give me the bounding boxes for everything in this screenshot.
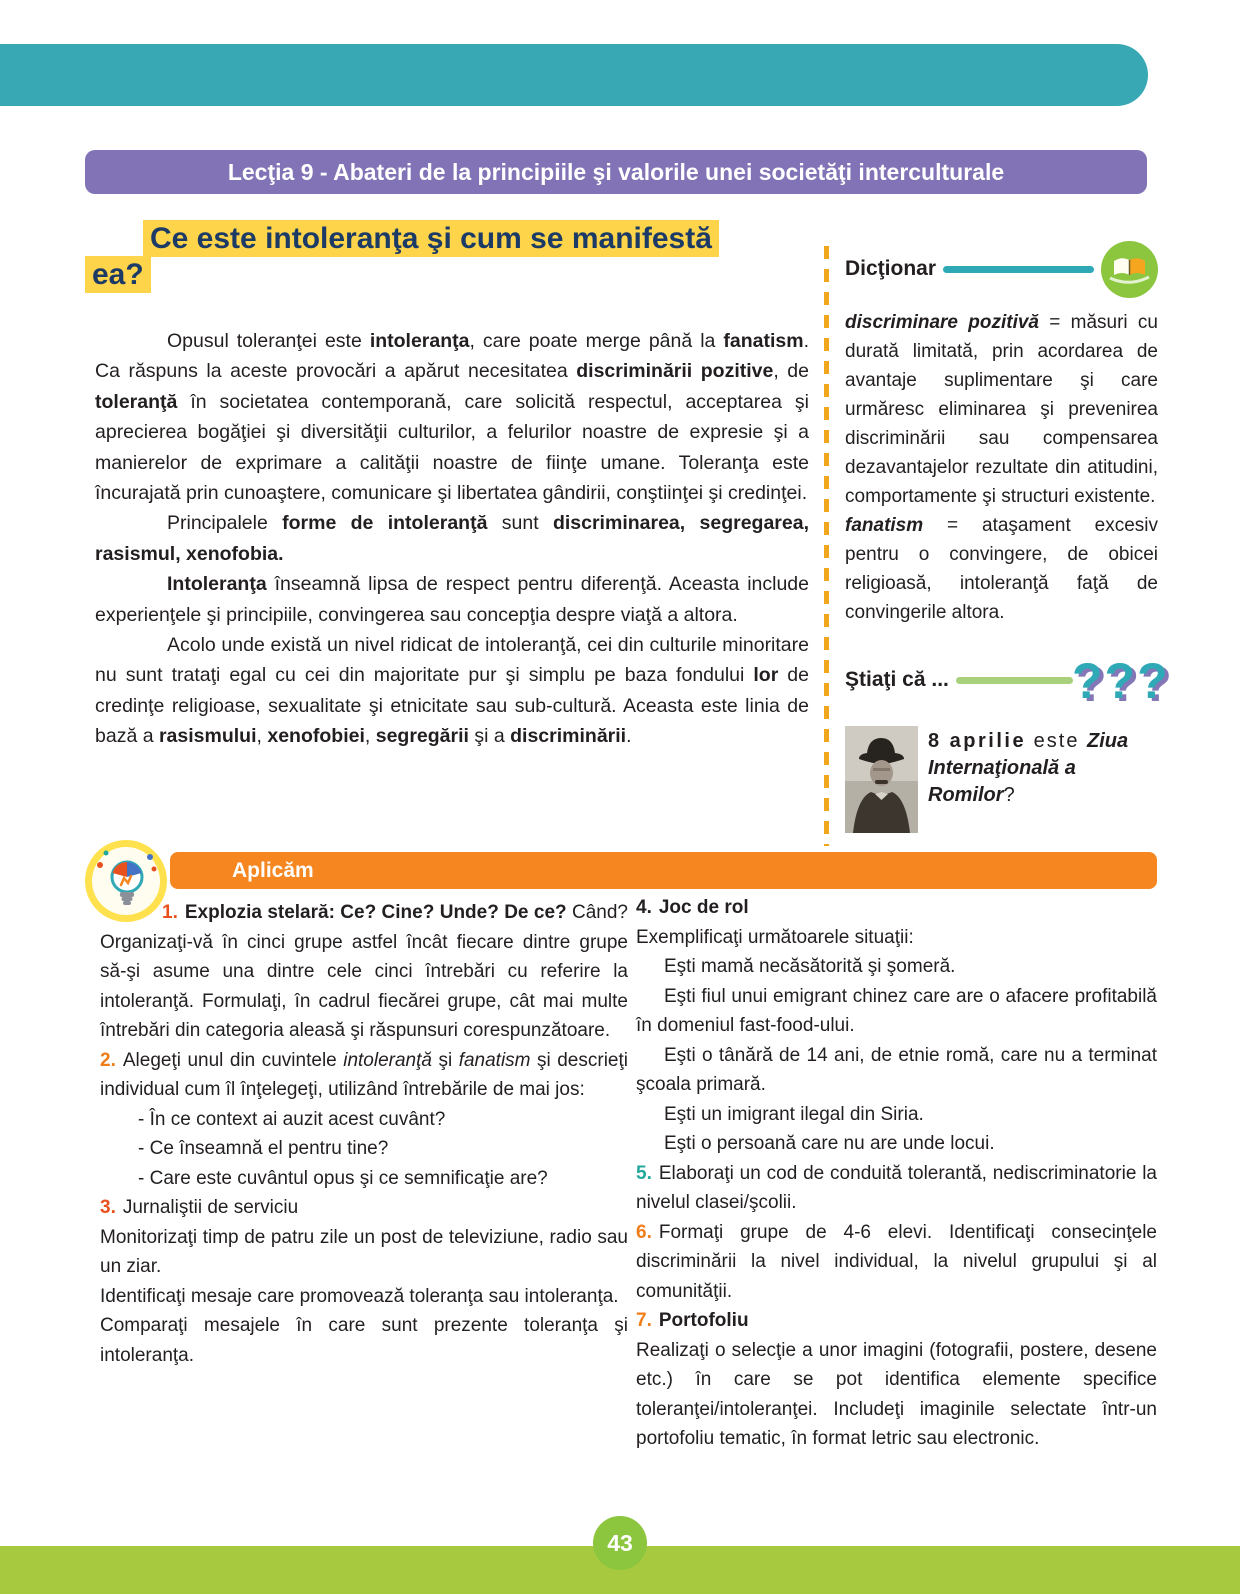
situation-line: Eşti o persoană care nu are unde locui. [664, 1133, 995, 1154]
exercise-item-7 [636, 1306, 1157, 1336]
exercise-label: Joc de rol [658, 897, 749, 918]
dictionary-entry: discriminare pozitivă = măsuri cu durată limitată, prin acordarea de avantaje suplimentare şi care urmăresc eliminarea şi prevenirea discriminării sau compensarea dezavantajelor rezultate din atitudini, comportamente şi structuri existente. [845, 312, 1158, 507]
dictionary-rule [943, 266, 1094, 273]
heading-line-1: Ce este intoleranţa şi cum se manifestă [143, 222, 845, 256]
situation-line: Eşti un imigrant ilegal din Siria. [664, 1103, 924, 1125]
exercise-line: Identificaţi mesaje care promovează toleranţa sau intoleranţa. [100, 1285, 619, 1307]
exercise-label: Portofoliu [658, 1310, 749, 1331]
exercise-text: Formaţi grupe de 4-6 elevi. Identificaţi consecinţele discriminării la nivel individual, la nivelul grupului şi al comunităţii. [636, 1221, 1157, 1302]
exercise-item-6 [636, 1218, 1157, 1307]
top-teal-bar [0, 44, 1148, 106]
did-you-know-rule [956, 677, 1073, 684]
dictionary-title: Dicţionar [845, 257, 937, 280]
exercise-number: 2. [100, 1049, 116, 1071]
dictionary-entries [845, 308, 1158, 627]
exercise-item-3 [100, 1193, 628, 1223]
intro-paragraph: Principalele forme de intoleranţă sunt discriminarea, segregarea, rasismul, xenofobia. [95, 512, 810, 565]
did-you-know-header [845, 668, 1073, 692]
page-number-badge [593, 1516, 647, 1570]
exercise-text: Elaboraţi un cod de conduită tolerantă, nediscriminatorie la nivelul clasei/şcolii. [636, 1162, 1157, 1213]
exercise-number: 3. [100, 1197, 116, 1218]
exercises-column-left [100, 898, 628, 1370]
lesson-title: Lecţia 9 - Abateri de la principiile şi valorile unei societăţi interculturale [227, 158, 1005, 185]
exercise-item-4 [636, 893, 1157, 923]
intro-text-block [95, 326, 809, 752]
page-heading [85, 222, 845, 292]
exercise-line: Exemplificaţi următoarele situaţii: [636, 926, 914, 948]
exercise-bullet: - Ce înseamnă el pentru tine? [138, 1138, 389, 1159]
exercise-text: Alegeţi unul din cuvintele intoleranţă şi fanatism şi descrieţi individual cum îl înţelegeţi, utilizând întrebările de mai jos: [100, 1049, 628, 1100]
intro-paragraph: Opusul toleranţei este intoleranţa, care poate merge până la fanatism. Ca răspuns la aceste provocări a apărut necesitatea discriminării pozitive, de toleranţă în societatea contemporană, care solicită respectul, acceptarea şi aprecierea bogăţiei şi diversităţii culturilor, a felurilor noastre de expresie şi a manierelor de exprimare a calităţii noastre de fiinţe umane. Toleranţa este încurajată prin cunoaştere, comunicare şi libertatea gândirii, conştiinţei şi credinţei. [95, 330, 809, 505]
did-you-know-title: Ştiaţi că ... [845, 668, 949, 691]
exercise-bullet: - Care este cuvântul opus şi ce semnificaţie are? [138, 1167, 548, 1189]
exercise-bullet: - În ce context ai auzit acest cuvânt? [138, 1108, 446, 1130]
exercise-number: 1. [162, 902, 178, 923]
aplicam-title: Aplicăm [232, 858, 314, 882]
exercise-text: Explozia stelară: Ce? Cine? Unde? De ce? Când? Organizaţi-vă în cinci grupe astfel încât fiecare dintre grupe să-şi asume una dintre cele cinci întrebări cu referire la intoleranţă. Formulaţi, în cadrul fiecărei grupe, cât mai multe întrebări din categoria aleasă şi răspunsuri corespunzătoare. [100, 902, 628, 1041]
heading-line-2: ea? [85, 258, 845, 292]
intro-paragraph: Intoleranţa înseamnă lipsa de respect pentru diferenţă. Aceasta include experienţele şi principiile, convingerea sau concepţia despre viaţă a altora. [95, 573, 809, 626]
situation-line: Eşti fiul unui emigrant chinez care are o afacere profitabilă în domeniul fast-food-ului. [636, 985, 1157, 1036]
situation-line: Eşti o tânără de 14 ani, de etnie romă, care nu a terminat şcoala primară. [636, 1044, 1157, 1095]
aplicam-band [170, 852, 1157, 889]
exercise-line: Comparaţi mesajele în care sunt prezente toleranţa şi intoleranţa. [100, 1315, 628, 1366]
exercise-item-2 [100, 1046, 628, 1105]
dictionary-header [845, 240, 1158, 298]
exercise-label: Jurnaliştii de serviciu [122, 1197, 299, 1218]
exercise-item-5 [636, 1159, 1157, 1218]
exercise-item-1 [100, 898, 628, 1046]
question-marks-icon: ??? [1072, 653, 1170, 709]
lesson-title-banner [85, 150, 1147, 194]
exercise-number: 5. [636, 1162, 652, 1184]
exercise-line: Monitorizaţi timp de patru zile un post de televiziune, radio sau un ziar. [100, 1226, 628, 1277]
situation-line: Eşti mamă necăsătorită şi şomeră. [664, 956, 956, 977]
intro-paragraph: Acolo unde există un nivel ridicat de intoleranţă, cei din culturile minoritare nu sunt trataţi egal cu cei din majoritate pur şi simplu pe baza fondului lor de credinţe religioase, sexualitate şi etnicitate sau sub-cultură. Aceasta este linia de bază a rasismului, xenofobiei, segregării şi a discriminării. [95, 634, 809, 748]
did-you-know-text: 8 aprilie este Ziua Internaţională a Romilor? [928, 730, 1129, 806]
exercise-number: 6. [636, 1221, 652, 1243]
man-with-hat-photo [845, 726, 918, 833]
page-number: 43 [607, 1529, 633, 1556]
dashed-divider [824, 246, 829, 846]
did-you-know-row [845, 726, 1158, 833]
exercise-line: Realizaţi o selecţie a unor imagini (fotografii, postere, desene etc.) în care se pot identifica elemente specifice toleranţei/intoleranţei. Includeţi imaginile selectate într-un portofoliu tematic, în format letric sau electronic. [636, 1339, 1157, 1449]
exercise-number: 4. [636, 897, 652, 918]
exercises-column-right [636, 893, 1157, 1454]
exercise-number: 7. [636, 1310, 652, 1331]
dictionary-entry: fanatism = ataşament excesiv pentru o convingere, de obicei religioasă, intoleranţă faţă de convingerile altora. [845, 515, 1158, 623]
open-book-icon [1101, 241, 1158, 298]
